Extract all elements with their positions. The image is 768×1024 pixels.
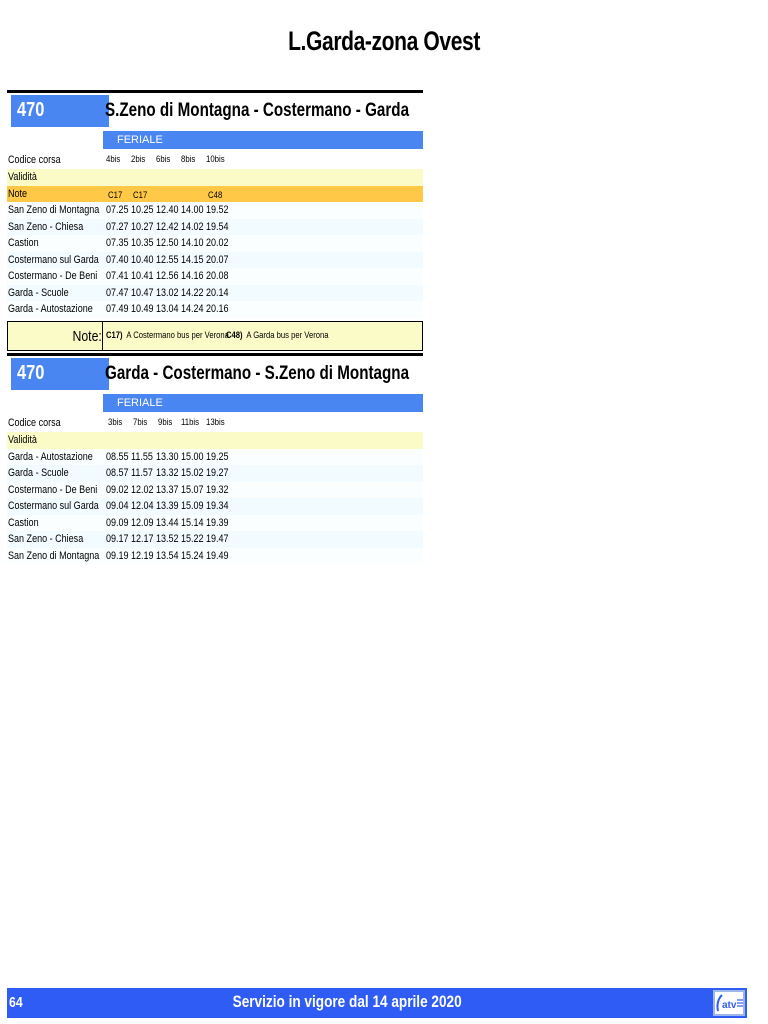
atv-logo bbox=[713, 990, 745, 1016]
departure-time: 15.24 bbox=[181, 549, 204, 562]
trip-code: 9bis bbox=[158, 417, 173, 428]
codice-corsa-row bbox=[7, 412, 423, 432]
trip-code: 6bis bbox=[156, 154, 171, 165]
note-code: C17 bbox=[133, 189, 148, 201]
departure-time: 19.32 bbox=[206, 483, 229, 496]
stop-name: San Zeno - Chiesa bbox=[8, 220, 84, 233]
stop-name: Castion bbox=[8, 237, 39, 249]
note-label: Note bbox=[8, 187, 28, 200]
trip-code: 10bis bbox=[206, 154, 225, 165]
departure-time: 20.16 bbox=[206, 303, 229, 315]
departure-time: 19.39 bbox=[206, 516, 229, 529]
page-title-text: L.Garda-zona Ovest bbox=[288, 26, 480, 56]
stop-name: Garda - Scuole bbox=[8, 286, 69, 299]
departure-time: 12.19 bbox=[131, 549, 154, 562]
trip-code: 8bis bbox=[181, 154, 196, 165]
stop-name: San Zeno di Montagna bbox=[8, 204, 100, 216]
note-row bbox=[7, 186, 423, 203]
stop-row bbox=[7, 252, 423, 269]
departure-time: 13.37 bbox=[156, 483, 179, 496]
departure-time: 07.40 bbox=[106, 253, 129, 266]
stop-name: Costermano - De Beni bbox=[8, 270, 98, 282]
stop-row bbox=[7, 515, 423, 532]
departure-time: 15.22 bbox=[181, 533, 204, 545]
svg-text:atv: atv bbox=[722, 1000, 737, 1011]
departure-time: 12.09 bbox=[131, 516, 154, 529]
stop-row bbox=[7, 219, 423, 236]
stop-name: San Zeno di Montagna bbox=[8, 549, 100, 562]
departure-time: 13.02 bbox=[156, 286, 179, 299]
stop-row bbox=[7, 285, 423, 302]
note-code: C17 bbox=[108, 189, 123, 201]
route-name-text: S.Zeno di Montagna - Costermano - Garda bbox=[105, 100, 410, 121]
departure-time: 14.22 bbox=[181, 286, 204, 299]
departure-time: 13.32 bbox=[156, 467, 179, 479]
departure-time: 12.55 bbox=[156, 253, 179, 266]
validita-label: Validità bbox=[8, 434, 37, 446]
departure-time: 15.07 bbox=[181, 483, 204, 496]
validita-row bbox=[7, 169, 423, 186]
stop-row bbox=[7, 268, 423, 285]
departure-time: 12.42 bbox=[156, 220, 179, 233]
stop-row bbox=[7, 548, 423, 565]
departure-time: 07.25 bbox=[106, 204, 129, 216]
departure-time: 09.17 bbox=[106, 533, 129, 545]
service-type-label: FERIALE bbox=[117, 134, 163, 146]
departure-time: 14.16 bbox=[181, 270, 204, 282]
departure-time: 10.49 bbox=[131, 303, 154, 315]
departure-time: 07.47 bbox=[106, 286, 129, 299]
departure-time: 14.24 bbox=[181, 303, 204, 315]
timetable-outbound bbox=[7, 90, 423, 351]
route-name bbox=[105, 97, 485, 125]
stop-name: Garda - Autostazione bbox=[8, 303, 93, 315]
departure-time: 14.10 bbox=[181, 237, 204, 249]
stop-row bbox=[7, 465, 423, 482]
footnote-item: C48) A Garda bus per Verona bbox=[226, 329, 329, 340]
trip-code: 4bis bbox=[106, 154, 121, 165]
timetable-header bbox=[7, 90, 423, 131]
atv-logo-icon bbox=[714, 991, 744, 1015]
stop-row bbox=[7, 301, 423, 318]
stop-name: Costermano - De Beni bbox=[8, 483, 98, 496]
service-notice: Servizio in vigore dal 14 aprile 2020 bbox=[232, 992, 462, 1011]
departure-time: 10.27 bbox=[131, 220, 154, 233]
departure-time: 14.02 bbox=[181, 220, 204, 233]
stop-name: Costermano sul Garda bbox=[8, 253, 99, 266]
route-name-text: Garda - Costermano - S.Zeno di Montagna bbox=[105, 363, 410, 384]
stop-row bbox=[7, 531, 423, 548]
departure-time: 08.55 bbox=[106, 450, 129, 463]
departure-time: 09.19 bbox=[106, 549, 129, 562]
departure-time: 20.07 bbox=[206, 253, 229, 266]
departure-time: 15.00 bbox=[181, 450, 204, 463]
footnote-item: C17) A Costermano bus per Verona bbox=[106, 329, 229, 340]
stop-name: San Zeno - Chiesa bbox=[8, 533, 84, 545]
departure-time: 20.14 bbox=[206, 286, 229, 299]
departure-time: 09.09 bbox=[106, 516, 129, 529]
line-number-text: 470 bbox=[17, 362, 45, 384]
departure-time: 10.25 bbox=[131, 204, 154, 216]
departure-time: 07.49 bbox=[106, 303, 129, 315]
page-title bbox=[0, 26, 768, 60]
departure-time: 09.04 bbox=[106, 500, 129, 512]
timetable-return bbox=[7, 353, 423, 564]
departure-time: 19.52 bbox=[206, 204, 229, 216]
departure-time: 12.17 bbox=[131, 533, 154, 545]
departure-time: 13.39 bbox=[156, 500, 179, 512]
line-number-text: 470 bbox=[17, 99, 45, 121]
departure-time: 19.27 bbox=[206, 467, 229, 479]
departure-time: 12.40 bbox=[156, 204, 179, 216]
departure-time: 08.57 bbox=[106, 467, 129, 479]
departure-time: 19.54 bbox=[206, 220, 229, 233]
departure-time: 09.02 bbox=[106, 483, 129, 496]
departure-time: 19.49 bbox=[206, 549, 229, 562]
departure-time: 11.57 bbox=[131, 467, 153, 479]
footnotes-box bbox=[7, 321, 423, 351]
departure-time: 07.35 bbox=[106, 237, 129, 249]
departure-time: 15.14 bbox=[181, 516, 204, 529]
departure-time: 11.55 bbox=[131, 450, 153, 463]
departure-time: 10.35 bbox=[131, 237, 154, 249]
departure-time: 20.02 bbox=[206, 237, 229, 249]
codice-corsa-label: Codice corsa bbox=[8, 154, 61, 166]
departure-time: 14.00 bbox=[181, 204, 204, 216]
stop-name: Costermano sul Garda bbox=[8, 500, 99, 512]
trip-code: 13bis bbox=[206, 417, 225, 428]
service-type-band bbox=[103, 131, 423, 149]
departure-time: 13.54 bbox=[156, 549, 179, 562]
departure-time: 07.27 bbox=[106, 220, 129, 233]
departure-time: 14.15 bbox=[181, 253, 204, 266]
footnotes-title: Note: bbox=[8, 322, 103, 350]
departure-time: 10.47 bbox=[131, 286, 154, 299]
departure-time: 10.41 bbox=[131, 270, 154, 282]
departure-time: 12.04 bbox=[131, 500, 154, 512]
validita-row bbox=[7, 432, 423, 449]
departure-time: 13.44 bbox=[156, 516, 179, 529]
stop-row bbox=[7, 235, 423, 252]
footer-bar bbox=[7, 988, 747, 1018]
trip-code: 7bis bbox=[133, 417, 148, 428]
departure-time: 12.50 bbox=[156, 237, 179, 249]
departure-time: 13.04 bbox=[156, 303, 179, 315]
departure-time: 12.56 bbox=[156, 270, 179, 282]
service-type-label: FERIALE bbox=[117, 397, 163, 409]
departure-time: 12.02 bbox=[131, 483, 154, 496]
stop-row bbox=[7, 449, 423, 466]
line-number-badge bbox=[11, 358, 109, 390]
line-number-badge bbox=[11, 95, 109, 127]
departure-time: 07.41 bbox=[106, 270, 129, 282]
stop-list bbox=[7, 202, 423, 318]
route-name bbox=[105, 360, 485, 388]
stop-name: Castion bbox=[8, 516, 39, 529]
stop-list bbox=[7, 449, 423, 565]
codice-corsa-label: Codice corsa bbox=[8, 417, 61, 429]
departure-time: 15.02 bbox=[181, 467, 204, 479]
trip-code: 11bis bbox=[181, 417, 200, 428]
validita-label: Validità bbox=[8, 171, 37, 183]
departure-time: 13.52 bbox=[156, 533, 179, 545]
departure-time: 13.30 bbox=[156, 450, 179, 463]
codice-corsa-row bbox=[7, 149, 423, 169]
note-code: C48 bbox=[208, 189, 223, 201]
page-number: 64 bbox=[9, 994, 23, 1011]
timetable-header bbox=[7, 353, 423, 394]
departure-time: 19.47 bbox=[206, 533, 229, 545]
stop-row bbox=[7, 498, 423, 515]
stop-row bbox=[7, 482, 423, 499]
trip-code: 3bis bbox=[108, 417, 123, 428]
departure-time: 19.25 bbox=[206, 450, 229, 463]
trip-code: 2bis bbox=[131, 154, 146, 165]
stop-row bbox=[7, 202, 423, 219]
stop-name: Garda - Autostazione bbox=[8, 450, 93, 463]
departure-time: 15.09 bbox=[181, 500, 204, 512]
service-type-band bbox=[103, 394, 423, 412]
stop-name: Garda - Scuole bbox=[8, 467, 69, 479]
departure-time: 20.08 bbox=[206, 270, 229, 282]
departure-time: 19.34 bbox=[206, 500, 229, 512]
departure-time: 10.40 bbox=[131, 253, 154, 266]
